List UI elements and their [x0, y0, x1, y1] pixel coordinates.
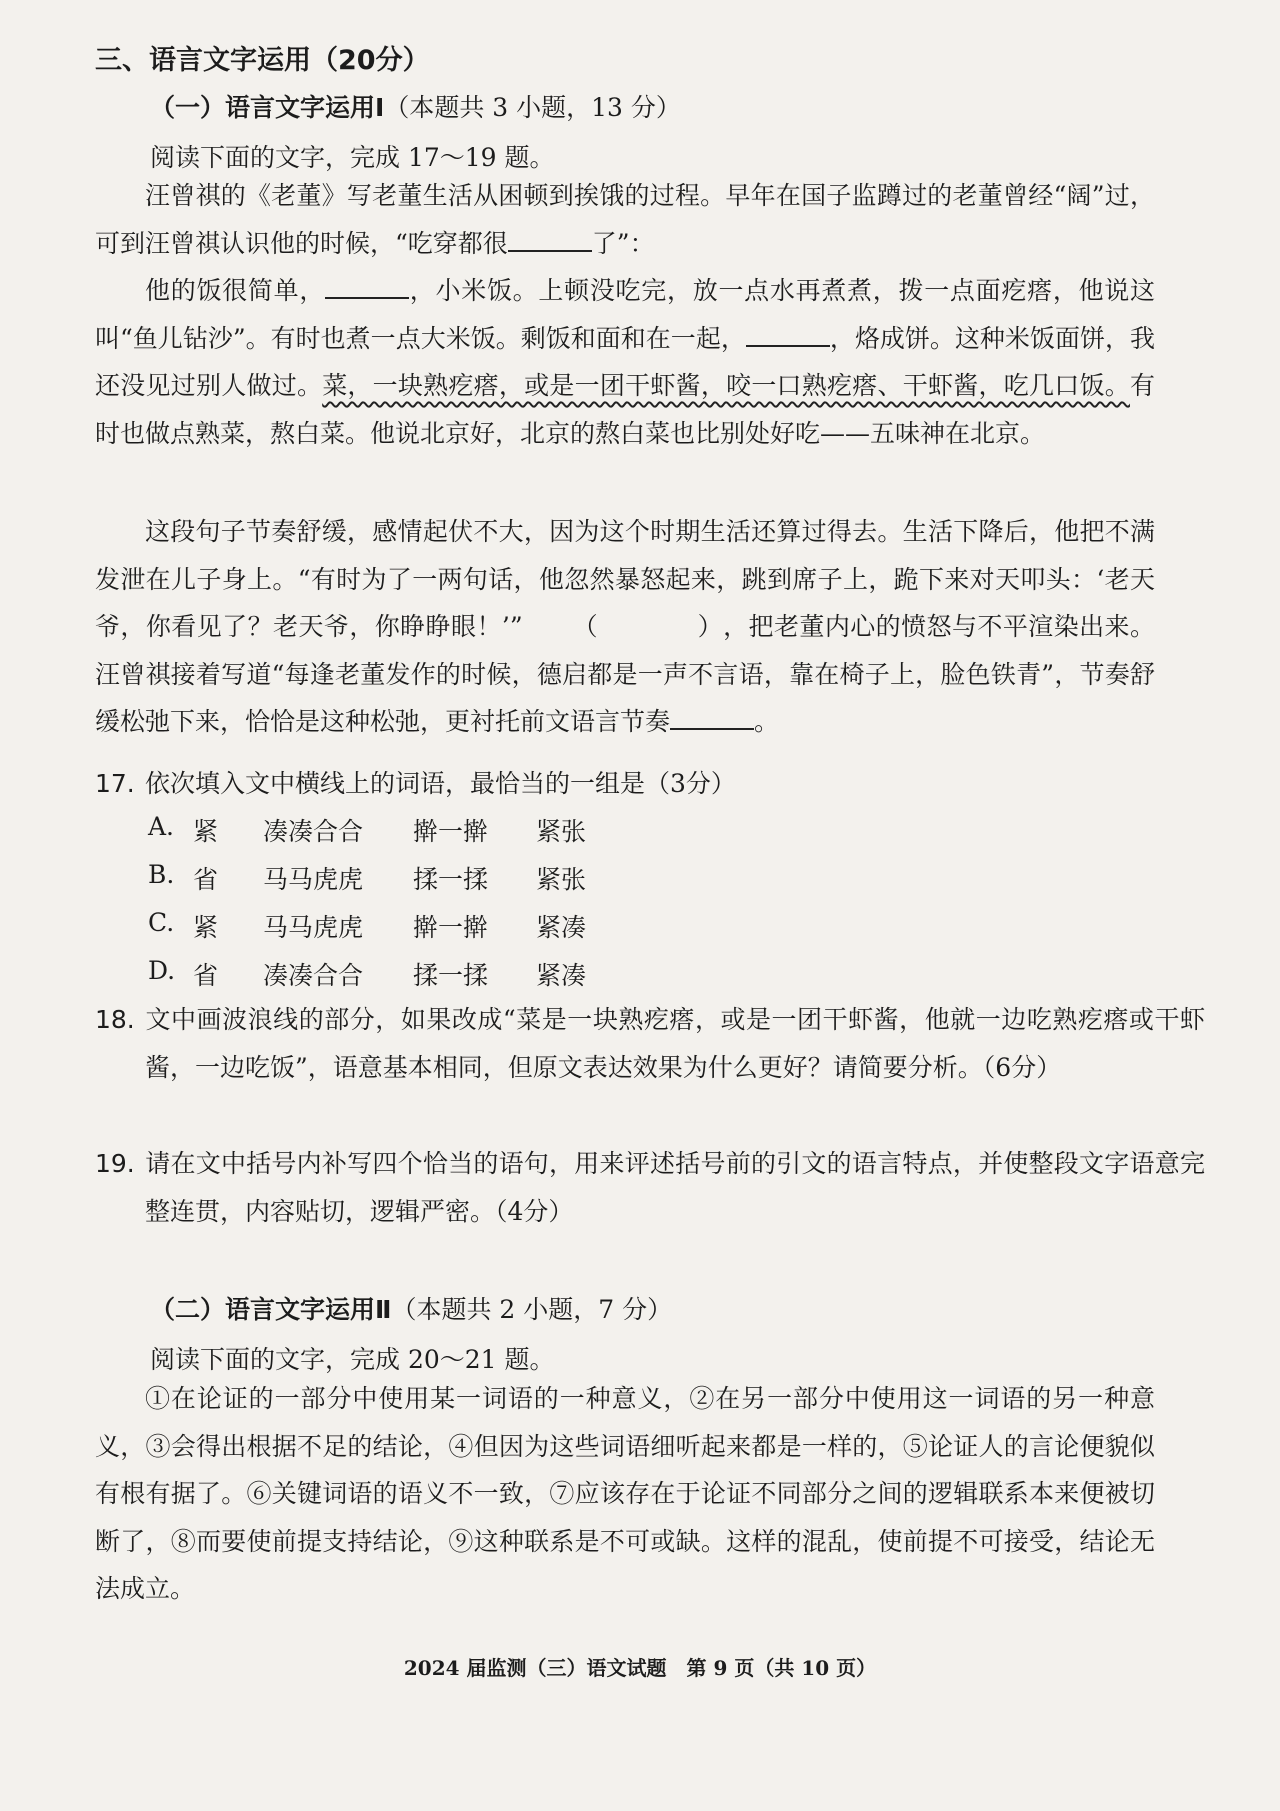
- passage-text: ，把老董内心的愤怒与不平渲染出来。汪曾祺接着写道“每逢老董发作的时候，德启都是一声不言语，靠在椅子上，脸色铁青”，节奏舒缓松弛下来，恰恰是这种松弛，更衬托前文语言节奏: [95, 612, 1155, 736]
- option-word: 省: [193, 865, 219, 894]
- part1-title-text: （一）语言文字运用Ⅰ: [150, 93, 385, 122]
- passage-text: 这段句子节奏舒缓，感情起伏不大，因为这个时期生活还算过得去。生活下降后，他把不满发泄在儿子身上。“有时为了一两句话，他忽然暴怒起来，跳到席子上，跪下来对天叩头：‘老天爷，你看见了？老天爷，你睁睁眼！’”: [95, 517, 1155, 641]
- passage-text: ，烙成饼。这种米饭面饼，我还没见过别人做过。: [95, 323, 1155, 400]
- option-word: 紧: [193, 913, 219, 942]
- fill-blank-1: [508, 223, 592, 251]
- part2-info: （本题共 2 小题，7 分）: [391, 1295, 673, 1324]
- question-17: [95, 760, 1205, 808]
- option-word: 凑凑合合: [263, 817, 364, 846]
- option-label: C.: [148, 908, 175, 937]
- option-word: 紧凑: [536, 961, 587, 990]
- part1-info: （本题共 3 小题，13 分）: [384, 93, 681, 122]
- passage-paragraph-2: [95, 267, 1155, 457]
- option-word: 揉一揉: [413, 961, 489, 990]
- section-title: 三、语言文字运用（20分）: [95, 45, 430, 76]
- wavy-underlined-text: 菜，一块熟疙瘩，或是一团干虾酱，咬一口熟疙瘩、干虾酱，吃几口饭。: [322, 371, 1130, 400]
- question-19: [95, 1140, 1205, 1235]
- page-footer: 2024 届监测（三）语文试题 第 9 页（共 10 页）: [403, 1656, 877, 1680]
- option-label: A.: [148, 812, 175, 841]
- question-text: 依次填入文中横线上的词语，最恰当的一组是（3分）: [145, 769, 736, 798]
- question-text: 请在文中括号内补写四个恰当的语句，用来评述括号前的引文的语言特点，并使整段文字语意完整连贯，内容贴切，逻辑严密。（4分）: [145, 1149, 1205, 1226]
- option-label: B.: [148, 860, 175, 889]
- answer-parentheses: （ ）: [572, 612, 723, 641]
- passage-part2: ①在论证的一部分中使用某一词语的一种意义，②在另一部分中使用这一词语的另一种意义，③会得出根据不足的结论，④但因为这些词语细听起来都是一样的，⑤论证人的言论便貌似有根有据了。⑥关键词语的语义不一致，⑦应该存在于论证不同部分之间的逻辑联系本来便被切断了，⑧而要使前提支持结论，⑨这种联系是不可或缺。这样的混乱，使前提不可接受，结论无法成立。: [95, 1384, 1155, 1603]
- passage-paragraph-3: [95, 508, 1155, 746]
- fill-blank-3: [746, 318, 830, 346]
- question-18: [95, 996, 1205, 1091]
- option-word: 凑凑合合: [263, 961, 364, 990]
- passage-text: 汪曾祺的《老董》写老董生活从困顿到挨饿的过程。早年在国子监蹲过的老董曾经“阔”过，可到汪曾祺认识他的时候，“吃穿都很: [95, 181, 1155, 258]
- option-word: 紧张: [536, 865, 587, 894]
- option-word: 擀一擀: [413, 817, 489, 846]
- option-word: 揉一揉: [413, 865, 489, 894]
- option-word: 马马虎虎: [263, 865, 364, 894]
- part2-title: [150, 1290, 672, 1326]
- option-word: 紧张: [536, 817, 587, 846]
- option-word: 省: [193, 961, 219, 990]
- option-word: 紧凑: [536, 913, 587, 942]
- passage-paragraph-1: [95, 172, 1155, 267]
- passage-text: 有时也做点熟菜，熬白菜。他说北京好，北京的熬白菜也比别处好吃——五味神在北京。: [95, 371, 1155, 448]
- part2-instruction: 阅读下面的文字，完成 20～21 题。: [150, 1345, 555, 1374]
- question-number: 17.: [95, 769, 135, 798]
- option-label: D.: [148, 956, 176, 985]
- question-number: 19.: [95, 1149, 135, 1178]
- option-word: 马马虎虎: [263, 913, 364, 942]
- part1-instruction: 阅读下面的文字，完成 17～19 题。: [150, 143, 555, 172]
- part2-title-text: （二）语言文字运用Ⅱ: [150, 1295, 392, 1324]
- question-text: 文中画波浪线的部分，如果改成“菜是一块熟疙瘩，或是一团干虾酱，他就一边吃熟疙瘩或干虾酱，一边吃饭”，语意基本相同，但原文表达效果为什么更好？请简要分析。（6分）: [145, 1005, 1205, 1082]
- fill-blank-2: [325, 271, 409, 299]
- question-number: 18.: [95, 1005, 135, 1034]
- option-word: 擀一擀: [413, 913, 489, 942]
- passage-text: 。: [754, 707, 780, 736]
- passage-text: 了”：: [591, 228, 655, 258]
- option-word: 紧: [193, 817, 219, 846]
- passage-text: 他的饭很简单，: [145, 276, 326, 305]
- fill-blank-4: [670, 702, 754, 730]
- part1-title: [150, 88, 681, 124]
- passage-text: ，小米饭。上顿没吃完，放一点水再煮煮，拨一点面疙瘩，他说这叫“鱼儿钻沙”。有时也煮一点大米饭。剩饭和面和在一起，: [95, 276, 1155, 353]
